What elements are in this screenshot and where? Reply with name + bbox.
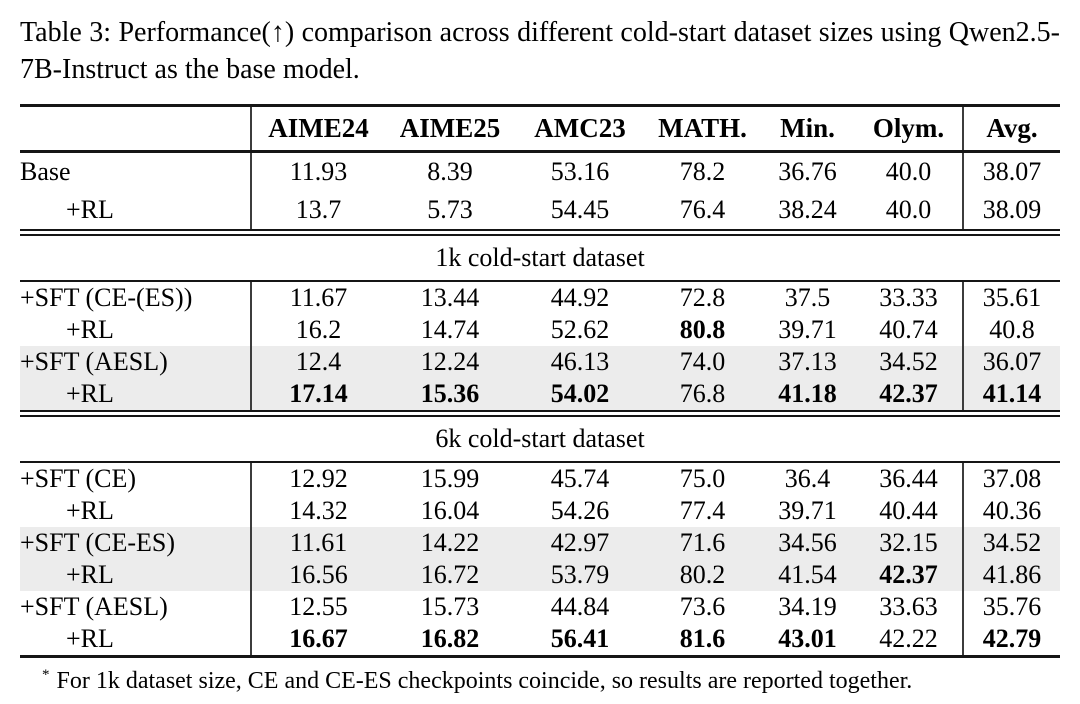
value-cell: 12.55 [289, 592, 348, 622]
value-cell: 32.15 [855, 527, 963, 559]
table-row [20, 623, 1060, 657]
table-row [20, 281, 1060, 314]
row-label: +SFT (CE) [20, 462, 251, 495]
value-cell: 5.73 [427, 195, 473, 225]
value-cell: 16.04 [420, 496, 480, 526]
value-cell: 40.36 [963, 495, 1060, 527]
value-cell: 41.18 [760, 378, 855, 414]
column-header-olym: Olym. [855, 106, 963, 152]
footnote-text: For 1k dataset size, CE and CE-ES checkpoints coincide, so results are reported together. [56, 668, 913, 695]
value-cell: 38.07 [963, 152, 1060, 192]
caption-line2: 7B-Instruct as the base model. [20, 54, 360, 86]
table-row [20, 559, 1060, 591]
value-cell: 38.09 [963, 191, 1060, 233]
value-cell: 72.8 [679, 283, 726, 313]
value-cell: 45.74 [550, 464, 610, 494]
column-header-aime25: AIME25 [385, 106, 515, 152]
value-cell: 56.41 [550, 624, 610, 654]
value-cell: 36.44 [879, 464, 938, 494]
value-cell: 80.8 [679, 315, 726, 345]
value-cell: 34.52 [963, 527, 1060, 559]
value-cell: 16.2 [295, 315, 342, 345]
value-cell: 42.97 [515, 527, 645, 559]
row-label: +SFT (AESL) [20, 346, 251, 378]
value-cell: 34.56 [760, 527, 855, 559]
value-cell: 80.2 [645, 559, 760, 591]
value-cell: 11.93 [289, 157, 348, 187]
column-header-row [20, 106, 1060, 152]
value-cell: 36.76 [778, 157, 837, 187]
row-label: +SFT (CE-ES) [20, 527, 251, 559]
table-row [20, 314, 1060, 346]
value-cell: 12.92 [289, 464, 348, 494]
value-cell: 37.08 [963, 462, 1060, 495]
value-cell: 13.44 [420, 283, 480, 313]
value-cell: 14.74 [420, 315, 480, 345]
value-cell: 15.99 [420, 464, 480, 494]
column-header-aime24: AIME24 [251, 106, 385, 152]
table-row [20, 152, 1060, 192]
value-cell: 16.72 [385, 559, 515, 591]
table-row [20, 462, 1060, 495]
row-label: +RL [20, 623, 251, 657]
row-label: +SFT (AESL) [20, 591, 251, 623]
row-label: +SFT (CE-(ES)) [20, 281, 251, 314]
value-cell: 37.5 [784, 283, 831, 313]
row-label: +RL [20, 378, 251, 414]
table-body [20, 152, 1060, 657]
value-cell: 53.16 [550, 157, 610, 187]
value-cell: 40.8 [963, 314, 1060, 346]
table-row [20, 346, 1060, 378]
value-cell: 74.0 [645, 346, 760, 378]
results-table [20, 104, 1060, 658]
value-cell: 40.0 [885, 195, 932, 225]
value-cell: 34.19 [778, 592, 837, 622]
value-cell: 42.79 [963, 623, 1060, 657]
value-cell: 36.07 [963, 346, 1060, 378]
table-row [20, 191, 1060, 233]
value-cell: 44.92 [550, 283, 610, 313]
value-cell: 15.36 [385, 378, 515, 414]
column-header-avg: Avg. [963, 106, 1060, 152]
table-caption [20, 14, 1060, 88]
value-cell: 53.79 [515, 559, 645, 591]
section-header-label: 6k cold-start dataset [20, 414, 1060, 463]
value-cell: 8.39 [427, 157, 473, 187]
value-cell: 76.4 [679, 195, 726, 225]
table-row [20, 495, 1060, 527]
row-label: Base [20, 152, 251, 192]
value-cell: 16.56 [251, 559, 385, 591]
value-cell: 40.74 [879, 315, 938, 345]
value-cell: 36.4 [784, 464, 831, 494]
section-header-row [20, 233, 1060, 282]
value-cell: 37.13 [760, 346, 855, 378]
value-cell: 12.24 [385, 346, 515, 378]
column-header-empty [20, 106, 251, 152]
value-cell: 41.14 [963, 378, 1060, 414]
value-cell: 41.54 [760, 559, 855, 591]
value-cell: 52.62 [550, 315, 610, 345]
value-cell: 15.73 [420, 592, 480, 622]
value-cell: 42.37 [855, 559, 963, 591]
column-header-min: Min. [760, 106, 855, 152]
value-cell: 54.26 [550, 496, 610, 526]
footnote-marker: * [42, 667, 50, 684]
value-cell: 16.82 [420, 624, 480, 654]
caption-line1: Table 3: Performance(↑) comparison across different cold-start dataset sizes using Qwen2.5- [20, 17, 1060, 48]
table-row [20, 591, 1060, 623]
value-cell: 35.76 [963, 591, 1060, 623]
value-cell: 54.02 [515, 378, 645, 414]
value-cell: 11.61 [251, 527, 385, 559]
value-cell: 46.13 [515, 346, 645, 378]
column-header-amc23: AMC23 [515, 106, 645, 152]
table-row [20, 527, 1060, 559]
value-cell: 33.63 [879, 592, 938, 622]
value-cell: 40.0 [885, 157, 932, 187]
value-cell: 34.52 [855, 346, 963, 378]
row-label: +RL [20, 495, 251, 527]
value-cell: 54.45 [550, 195, 610, 225]
value-cell: 35.61 [963, 281, 1060, 314]
value-cell: 81.6 [679, 624, 726, 654]
section-header-label: 1k cold-start dataset [20, 233, 1060, 282]
value-cell: 17.14 [251, 378, 385, 414]
value-cell: 38.24 [778, 195, 837, 225]
column-header-math: MATH. [645, 106, 760, 152]
value-cell: 14.22 [385, 527, 515, 559]
value-cell: 40.44 [879, 496, 938, 526]
value-cell: 41.86 [963, 559, 1060, 591]
value-cell: 42.22 [879, 624, 938, 654]
value-cell: 39.71 [778, 315, 837, 345]
value-cell: 73.6 [679, 592, 726, 622]
value-cell: 11.67 [289, 283, 348, 313]
value-cell: 76.8 [645, 378, 760, 414]
value-cell: 13.7 [295, 195, 342, 225]
section-header-row [20, 414, 1060, 463]
row-label: +RL [20, 559, 251, 591]
table-footnote [20, 667, 1060, 695]
value-cell: 33.33 [879, 283, 938, 313]
value-cell: 43.01 [778, 624, 837, 654]
value-cell: 77.4 [679, 496, 726, 526]
value-cell: 14.32 [289, 496, 348, 526]
value-cell: 78.2 [679, 157, 726, 187]
row-label: +RL [20, 314, 251, 346]
value-cell: 44.84 [550, 592, 610, 622]
table-row [20, 378, 1060, 414]
value-cell: 12.4 [251, 346, 385, 378]
value-cell: 71.6 [645, 527, 760, 559]
table-header [20, 106, 1060, 152]
value-cell: 42.37 [855, 378, 963, 414]
value-cell: 16.67 [289, 624, 348, 654]
row-label: +RL [20, 191, 251, 233]
value-cell: 75.0 [679, 464, 726, 494]
value-cell: 39.71 [778, 496, 837, 526]
